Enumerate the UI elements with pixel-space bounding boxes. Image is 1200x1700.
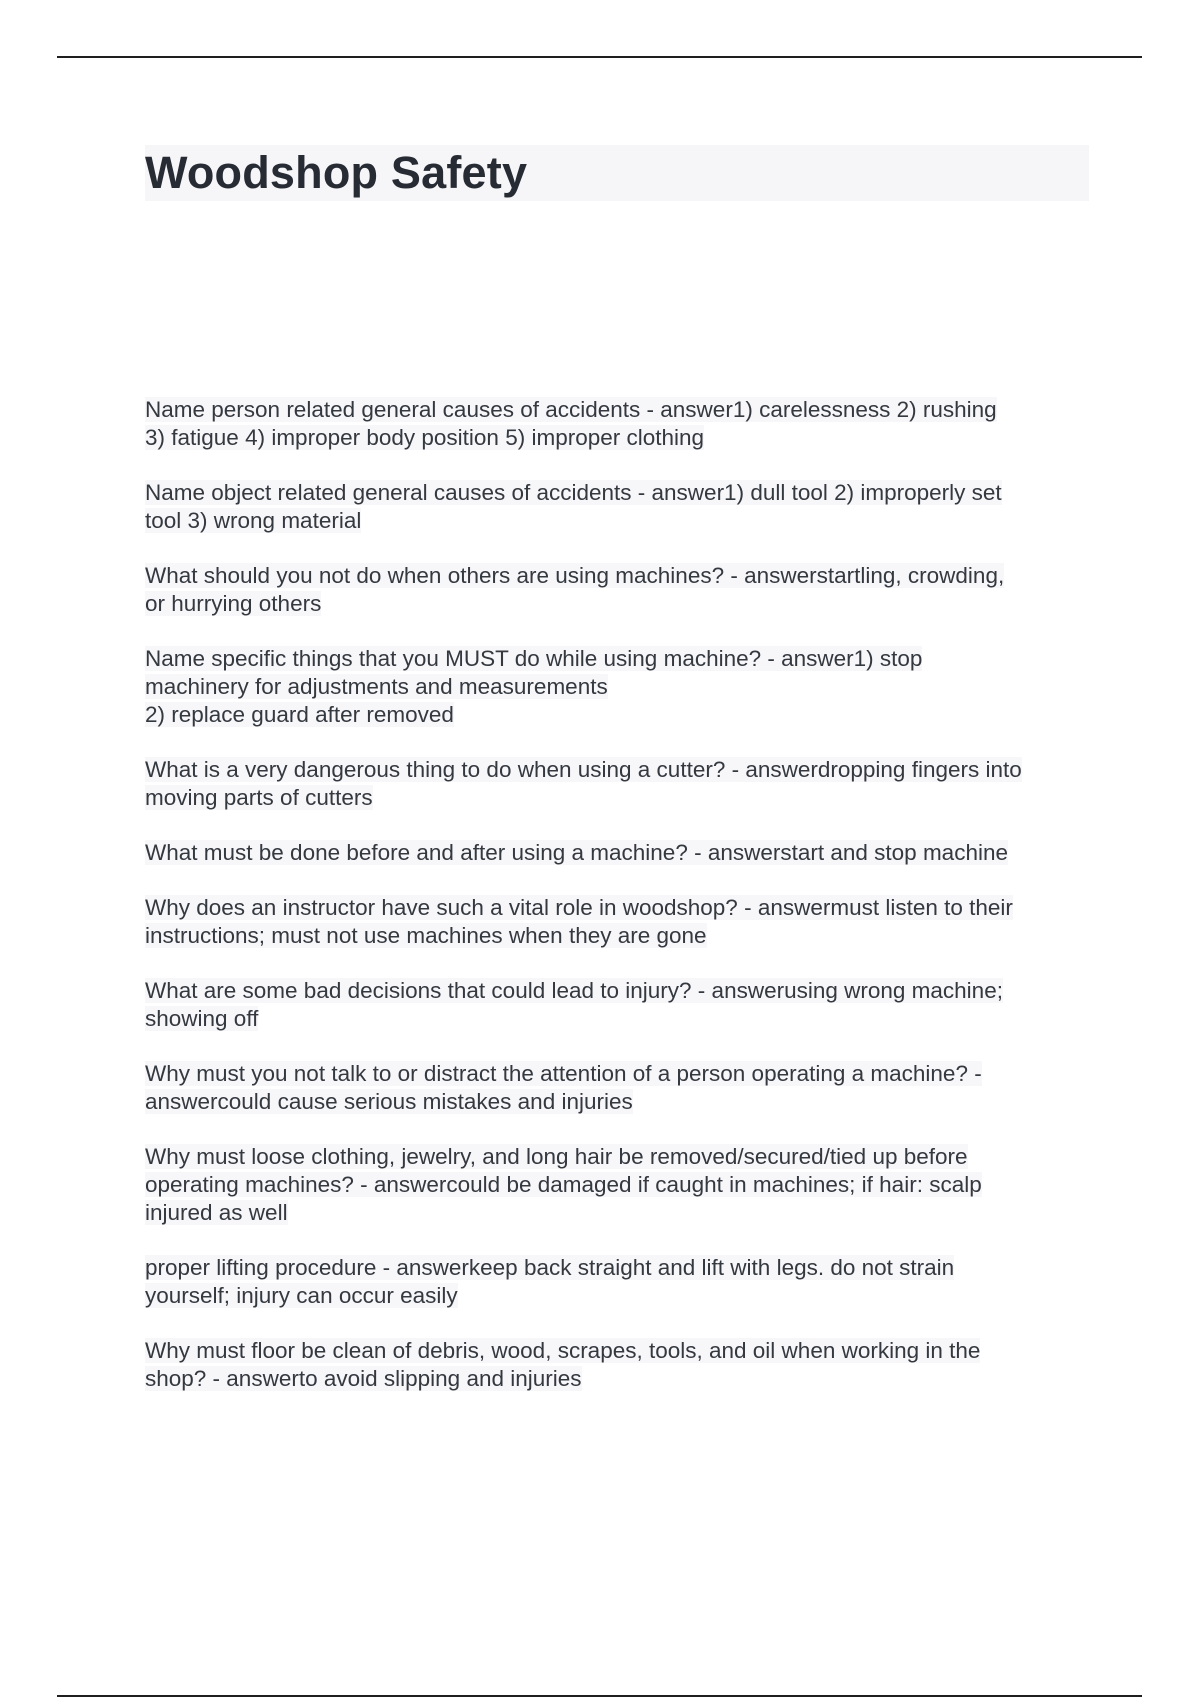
qa-item xyxy=(145,479,1095,535)
qa-text: Why does an instructor have such a vital role in woodshop? - answermust listen to their instructions; must not use machines when they are gone xyxy=(145,895,1013,948)
qa-item xyxy=(145,839,1095,867)
qa-item xyxy=(145,1337,1095,1393)
qa-text: Why must floor be clean of debris, wood, scrapes, tools, and oil when working in the shop? - answerto avoid slipping and injuries xyxy=(145,1338,981,1391)
qa-item xyxy=(145,894,1095,950)
qa-item xyxy=(145,562,1095,618)
top-rule xyxy=(57,56,1142,58)
qa-text: Name specific things that you MUST do while using machine? - answer1) stop machinery for adjustments and measurements 2) replace guard after removed xyxy=(145,646,923,727)
qa-item xyxy=(145,396,1095,452)
qa-text: proper lifting procedure - answerkeep back straight and lift with legs. do not strain yourself; injury can occur easily xyxy=(145,1255,955,1308)
qa-text: Name person related general causes of accidents - answer1) carelessness 2) rushing 3) fatigue 4) improper body position 5) improper clothing xyxy=(145,397,997,450)
qa-text: What are some bad decisions that could lead to injury? - answerusing wrong machine; showing off xyxy=(145,978,1003,1031)
qa-text: Why must you not talk to or distract the attention of a person operating a machine? - answercould cause serious mistakes and injuries xyxy=(145,1061,982,1114)
bottom-rule xyxy=(57,1695,1142,1697)
page-title: Woodshop Safety xyxy=(145,147,528,198)
qa-item xyxy=(145,756,1095,812)
qa-list xyxy=(145,396,1095,1420)
qa-item xyxy=(145,1254,1095,1310)
qa-item xyxy=(145,977,1095,1033)
title-block xyxy=(145,145,1089,201)
qa-item xyxy=(145,645,1095,729)
qa-text: What must be done before and after using a machine? - answerstart and stop machine xyxy=(145,840,1008,865)
qa-item xyxy=(145,1143,1095,1227)
qa-text: Why must loose clothing, jewelry, and long hair be removed/secured/tied up before operating machines? - answercould be damaged if caught in machines; if hair: scalp injured as well xyxy=(145,1144,982,1225)
qa-text: Name object related general causes of accidents - answer1) dull tool 2) improperly set tool 3) wrong material xyxy=(145,480,1002,533)
qa-text: What is a very dangerous thing to do when using a cutter? - answerdropping fingers into moving parts of cutters xyxy=(145,757,1022,810)
qa-text: What should you not do when others are using machines? - answerstartling, crowding, or hurrying others xyxy=(145,563,1005,616)
qa-item xyxy=(145,1060,1095,1116)
